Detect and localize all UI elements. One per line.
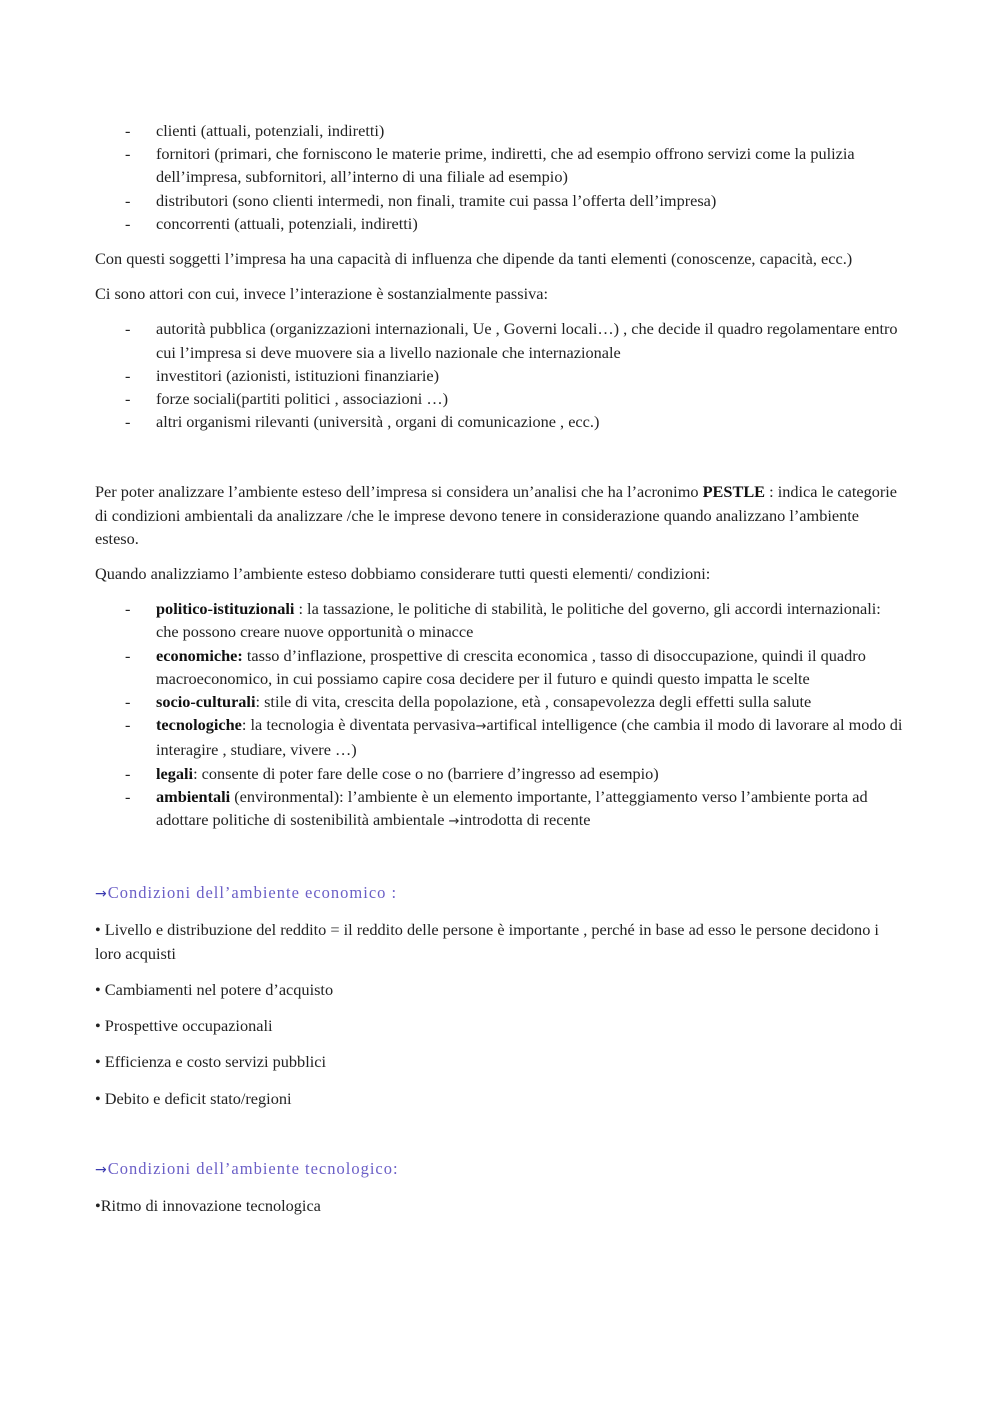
list-item	[95, 785, 905, 833]
paragraph-influence: Con questi soggetti l’impresa ha una capacità di influenza che dipende da tanti elementi (conoscenze, capacità, ecc.)	[95, 249, 853, 269]
condition-text: : la tecnologia è diventata pervasiva	[241, 715, 476, 735]
paragraph-passive: Ci sono attori con cui, invece l’interazione è sostanzialmente passiva:	[95, 284, 549, 304]
arrow-right-icon: →	[95, 1161, 108, 1178]
list-item	[95, 762, 905, 785]
section-heading-economic	[95, 881, 905, 906]
arrow-right-icon: →	[95, 886, 108, 903]
condition-name: politico-istituzionali	[156, 599, 295, 619]
dash-bullet: -	[125, 786, 131, 806]
dash-bullet: -	[125, 213, 131, 233]
dash-bullet: -	[125, 412, 131, 432]
dash-bullet: -	[125, 763, 131, 783]
pestle-acronym: PESTLE	[702, 482, 766, 502]
dash-bullet: -	[125, 190, 131, 210]
document-page	[95, 119, 905, 1217]
pestle-text-before: Per poter analizzare l’ambiente esteso dell’impresa si considera un’analisi che ha l’acronimo	[95, 482, 703, 502]
econ-item: • Prospettive occupazionali	[95, 1016, 273, 1036]
list-item-text: concorrenti (attuali, potenziali, indiretti)	[156, 213, 418, 233]
pestle-text-after: : indica le categorie di condizioni ambientali da analizzare /che le imprese devono tenere in considerazione quando analizzano l’ambiente esteso.	[95, 482, 898, 548]
list-item	[95, 387, 905, 410]
list-item	[95, 410, 905, 433]
list-item	[95, 644, 905, 690]
section-title: Condizioni dell’ambiente economico :	[107, 883, 398, 903]
list-item	[95, 597, 905, 643]
dash-bullet: -	[125, 389, 131, 409]
condition-text: : la tassazione, le politiche di stabilità, le politiche del governo, gli accordi internazionali: che possono creare nuove opportunità o minacce	[156, 599, 881, 642]
list-item-text: altri organismi rilevanti (università , organi di comunicazione , ecc.)	[156, 412, 600, 432]
pestle-conditions-list	[95, 597, 905, 833]
dash-bullet: -	[125, 144, 131, 164]
list-item	[95, 690, 905, 713]
condition-name: economiche:	[156, 645, 243, 665]
paragraph-consider: Quando analizziamo l’ambiente esteso dobbiamo considerare tutti questi elementi/ condizioni:	[95, 564, 711, 584]
condition-text: tasso d’inflazione, prospettive di crescita economica , tasso di disoccupazione, quindi il quadro macroeconomico, in cui possiamo capire cosa decidere per il futuro e quindi questo impatta le scelte	[156, 645, 866, 688]
econ-item: • Efficienza e costo servizi pubblici	[95, 1052, 326, 1072]
dash-bullet: -	[125, 599, 131, 619]
econ-item: • Debito e deficit stato/regioni	[95, 1088, 292, 1108]
condition-text: (environmental): l’ambiente è un elemento importante, l’atteggiamento verso l’ambiente porta ad adottare politiche di sostenibilità ambientale	[156, 786, 868, 830]
econ-item: • Livello e distribuzione del reddito = il reddito delle persone è importante , perché in base ad esso le persone decidono i loro acquisti	[95, 920, 879, 963]
section-heading-technological	[95, 1157, 905, 1182]
condition-text: : stile di vita, crescita della popolazione, età , consapevolezza degli effetti sulla salute	[255, 692, 812, 712]
list-item-text: forze sociali(partiti politici , associazioni …)	[156, 389, 449, 409]
list-item	[95, 119, 905, 142]
condition-name: ambientali	[156, 786, 231, 806]
list-item	[95, 317, 905, 363]
list-item-text: clienti (attuali, potenziali, indiretti)	[156, 121, 385, 140]
section-title: Condizioni dell’ambiente tecnologico:	[107, 1158, 399, 1178]
condition-text: : consente di poter fare delle cose o no (barriere d’ingresso ad esempio)	[193, 763, 659, 783]
dash-bullet: -	[125, 715, 131, 735]
condition-name: socio-culturali	[156, 692, 256, 712]
condition-text-continued: artifical intelligence (che cambia il modo di lavorare al modo di interagire , studiare, vivere …)	[156, 715, 903, 760]
dash-bullet: -	[125, 319, 131, 339]
passive-actors-list	[95, 317, 905, 433]
list-item	[95, 364, 905, 387]
condition-name: legali	[156, 763, 194, 783]
econ-item: • Cambiamenti nel potere d’acquisto	[95, 979, 334, 999]
list-item	[95, 713, 905, 761]
list-item	[95, 189, 905, 212]
dash-bullet: -	[125, 692, 131, 712]
list-item	[95, 142, 905, 188]
list-item-text: fornitori (primari, che forniscono le materie prime, indiretti, che ad esempio offrono servizi come la pulizia dell’impresa, subfornitori, all’interno di una filiale ad esempio)	[156, 144, 855, 187]
dash-bullet: -	[125, 121, 131, 140]
list-item	[95, 212, 905, 235]
stakeholder-list	[95, 119, 905, 235]
arrow-right-icon: →	[475, 719, 487, 735]
dash-bullet: -	[125, 645, 131, 665]
condition-text-continued: introdotta di recente	[459, 810, 591, 830]
list-item-text: autorità pubblica (organizzazioni internazionali, Ue , Governi locali…) , che decide il quadro regolamentare entro cui l’impresa si deve muovere sia a livello nazionale che internazionale	[156, 319, 898, 362]
list-item-text: distributori (sono clienti intermedi, non finali, tramite cui passa l’offerta dell’impresa)	[156, 190, 717, 210]
arrow-right-icon: →	[448, 814, 460, 830]
condition-name: tecnologiche	[156, 715, 242, 735]
list-item-text: investitori (azionisti, istituzioni finanziarie)	[156, 365, 440, 385]
tech-item: •Ritmo di innovazione tecnologica	[95, 1195, 321, 1215]
dash-bullet: -	[125, 365, 131, 385]
paragraph-pestle	[95, 480, 905, 550]
